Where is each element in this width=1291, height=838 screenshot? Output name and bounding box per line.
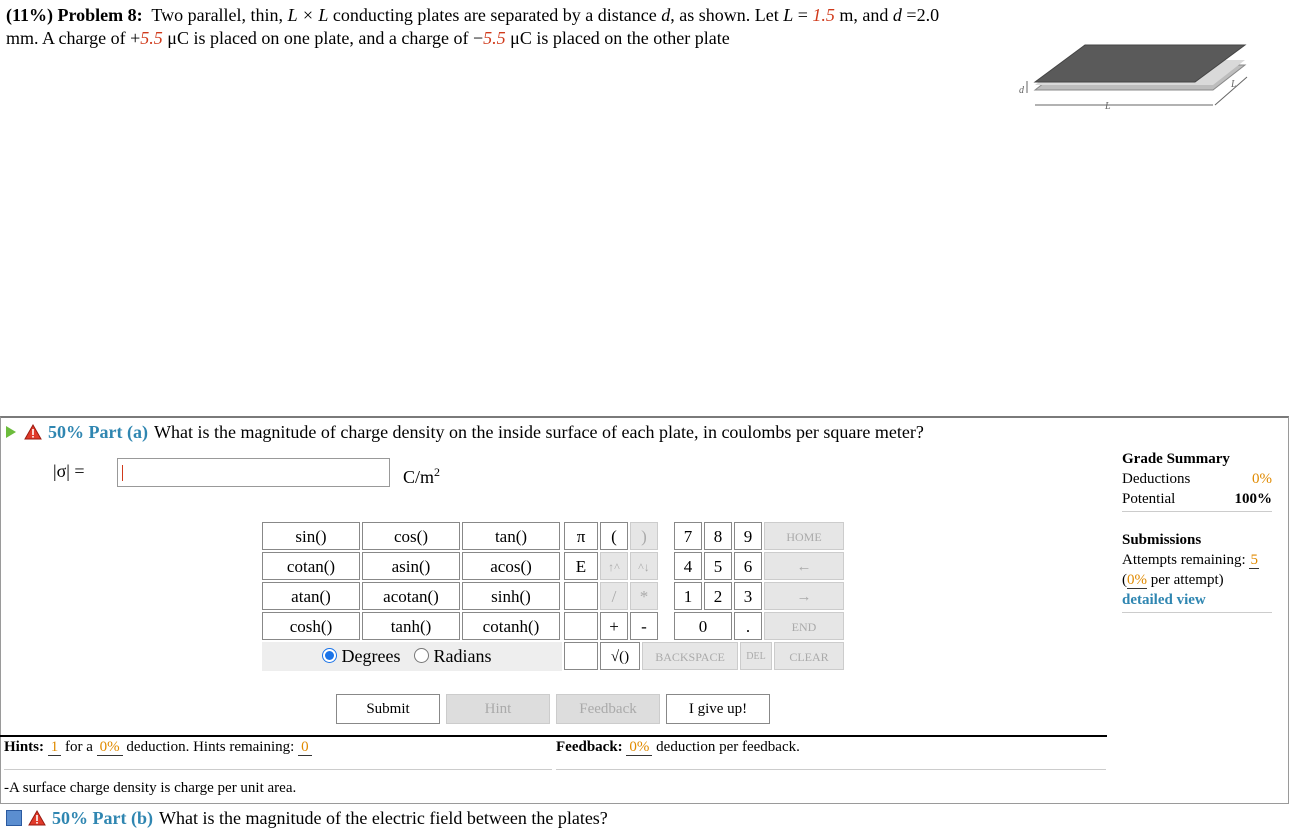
submit-button[interactable]: Submit <box>336 694 440 724</box>
key-acotan[interactable]: acotan() <box>362 582 460 610</box>
hint-button[interactable]: Hint <box>446 694 550 724</box>
text-caret <box>122 465 123 481</box>
potential-label: Potential <box>1122 491 1176 507</box>
deductions-value: 0% <box>1252 471 1272 487</box>
grade-summary <box>1122 449 1272 613</box>
key-1[interactable]: 1 <box>674 582 702 610</box>
part-a-header <box>6 419 924 445</box>
key-multiply[interactable]: * <box>630 582 658 610</box>
feedback-info <box>556 739 800 756</box>
key-cotanh[interactable]: cotanh() <box>462 612 560 640</box>
key-right-arrow[interactable]: → <box>764 582 844 610</box>
play-icon[interactable] <box>6 426 16 438</box>
part-b-percent: 50% Part (b) <box>52 808 153 828</box>
problem-L: L <box>783 5 794 25</box>
hints-for-a: for a <box>65 739 93 755</box>
warning-icon <box>24 424 42 440</box>
key-E[interactable]: E <box>564 552 598 580</box>
key-tan[interactable]: tan() <box>462 522 560 550</box>
key-pi[interactable]: π <box>564 522 598 550</box>
warning-icon <box>28 810 46 826</box>
problem-d-value: =2.0 mm. A charge of + <box>6 5 940 48</box>
degrees-label[interactable]: Degrees <box>341 646 401 666</box>
units-label: $C/m^2$ <box>403 465 441 487</box>
problem-lxl: L × L <box>287 5 329 25</box>
part-a-percent: 50% Part (a) <box>48 422 148 442</box>
problem-d: d <box>661 5 671 25</box>
part-b-header <box>6 805 608 831</box>
radians-label[interactable]: Radians <box>433 646 492 666</box>
answer-input[interactable] <box>117 458 390 487</box>
divider-2 <box>1122 612 1272 613</box>
key-8[interactable]: 8 <box>704 522 732 550</box>
feedback-text: deduction per feedback. <box>656 739 800 755</box>
key-6[interactable]: 6 <box>734 552 762 580</box>
key-rparen[interactable]: ) <box>630 522 658 550</box>
key-down[interactable]: ^↓ <box>630 552 658 580</box>
key-divide[interactable]: / <box>600 582 628 610</box>
key-sin[interactable]: sin() <box>262 522 360 550</box>
hints-deduction-pct: 0% <box>97 739 123 756</box>
key-sqrt[interactable]: √() <box>600 642 640 670</box>
detailed-view-link[interactable]: detailed view <box>1122 592 1206 608</box>
key-cosh[interactable]: cosh() <box>262 612 360 640</box>
hints-separator <box>4 769 552 770</box>
key-cos[interactable]: cos() <box>362 522 460 550</box>
hints-divider <box>0 735 1107 737</box>
key-decimal[interactable]: . <box>734 612 762 640</box>
hints-count: 1 <box>48 739 62 756</box>
key-home[interactable]: HOME <box>764 522 844 550</box>
attempts-label: Attempts remaining: <box>1122 552 1246 568</box>
feedback-pct: 0% <box>626 739 652 756</box>
key-clear[interactable]: CLEAR <box>774 642 844 670</box>
key-del[interactable]: DEL <box>740 642 772 670</box>
deductions-label: Deductions <box>1122 471 1191 487</box>
per-attempt-row: (0% per attempt) <box>1122 572 1224 588</box>
key-tanh[interactable]: tanh() <box>362 612 460 640</box>
figure-L-label: L <box>1105 101 1111 112</box>
attempts-row <box>1122 550 1272 570</box>
part-a-question: What is the magnitude of charge density on the inside surface of each plate, in coulombs per square meter? <box>153 422 924 442</box>
key-blank-2 <box>564 612 598 640</box>
key-atan[interactable]: atan() <box>262 582 360 610</box>
key-7[interactable]: 7 <box>674 522 702 550</box>
per-attempt-pct: 0% <box>1127 572 1147 588</box>
key-minus[interactable]: - <box>630 612 658 640</box>
hints-info <box>4 739 312 756</box>
problem-text-3: , as shown. Let <box>670 5 779 25</box>
key-sinh[interactable]: sinh() <box>462 582 560 610</box>
key-lparen[interactable]: ( <box>600 522 628 550</box>
give-up-button[interactable]: I give up! <box>666 694 770 724</box>
feedback-separator <box>556 769 1106 770</box>
key-blank-3 <box>564 642 598 670</box>
key-3[interactable]: 3 <box>734 582 762 610</box>
potential-value: 100% <box>1234 491 1272 507</box>
problem-q1: 5.5 <box>140 28 163 48</box>
problem-text-2: conducting plates are separated by a distance <box>332 5 657 25</box>
degrees-radio[interactable] <box>322 648 337 663</box>
parallel-plates-figure <box>1005 35 1265 120</box>
key-4[interactable]: 4 <box>674 552 702 580</box>
key-left-arrow[interactable]: ← <box>764 552 844 580</box>
key-plus[interactable]: + <box>600 612 628 640</box>
radians-radio[interactable] <box>414 648 429 663</box>
grade-summary-title: Grade Summary <box>1122 451 1230 467</box>
key-blank-1 <box>564 582 598 610</box>
key-5[interactable]: 5 <box>704 552 732 580</box>
problem-text-5: μC is placed on one plate, and a charge of − <box>167 28 484 48</box>
problem-eq: = <box>793 5 808 25</box>
hints-remaining: 0 <box>298 739 312 756</box>
collapsed-icon[interactable] <box>6 810 22 826</box>
problem-text-6: μC is placed on the other plate <box>510 28 730 48</box>
key-acos[interactable]: acos() <box>462 552 560 580</box>
key-cotan[interactable]: cotan() <box>262 552 360 580</box>
submissions-title: Submissions <box>1122 532 1202 548</box>
figure-L-label-side: L <box>1231 79 1237 90</box>
problem-text-1: Two parallel, thin, <box>151 5 284 25</box>
per-attempt-label: per attempt) <box>1150 572 1224 588</box>
key-asin[interactable]: asin() <box>362 552 460 580</box>
figure-d-label: d <box>1019 85 1024 96</box>
attempts-value: 5 <box>1250 552 1258 568</box>
angle-mode-row <box>262 642 562 671</box>
problem-L-value: 1.5 <box>812 5 835 25</box>
key-2[interactable]: 2 <box>704 582 732 610</box>
problem-q2: 5.5 <box>483 28 506 48</box>
sigma-symbol: |σ| = <box>53 461 85 481</box>
problem-d2: d <box>892 5 902 25</box>
feedback-button[interactable]: Feedback <box>556 694 660 724</box>
hints-label: Hints: <box>4 739 45 755</box>
key-9[interactable]: 9 <box>734 522 762 550</box>
problem-statement <box>6 4 956 50</box>
key-backspace[interactable]: BACKSPACE <box>642 642 738 670</box>
key-up[interactable]: ↑^ <box>600 552 628 580</box>
part-b-question: What is the magnitude of the electric field between the plates? <box>158 808 608 828</box>
deductions-row <box>1122 469 1272 489</box>
problem-prefix: (11%) Problem 8: <box>6 5 143 25</box>
key-end[interactable]: END <box>764 612 844 640</box>
problem-text-4: m, and <box>839 5 889 25</box>
hints-deduction-text: deduction. Hints remaining: <box>126 739 295 755</box>
potential-row <box>1122 489 1272 509</box>
feedback-label: Feedback: <box>556 739 623 755</box>
key-0[interactable]: 0 <box>674 612 732 640</box>
hint-text: -A surface charge density is charge per unit area. <box>4 780 297 796</box>
